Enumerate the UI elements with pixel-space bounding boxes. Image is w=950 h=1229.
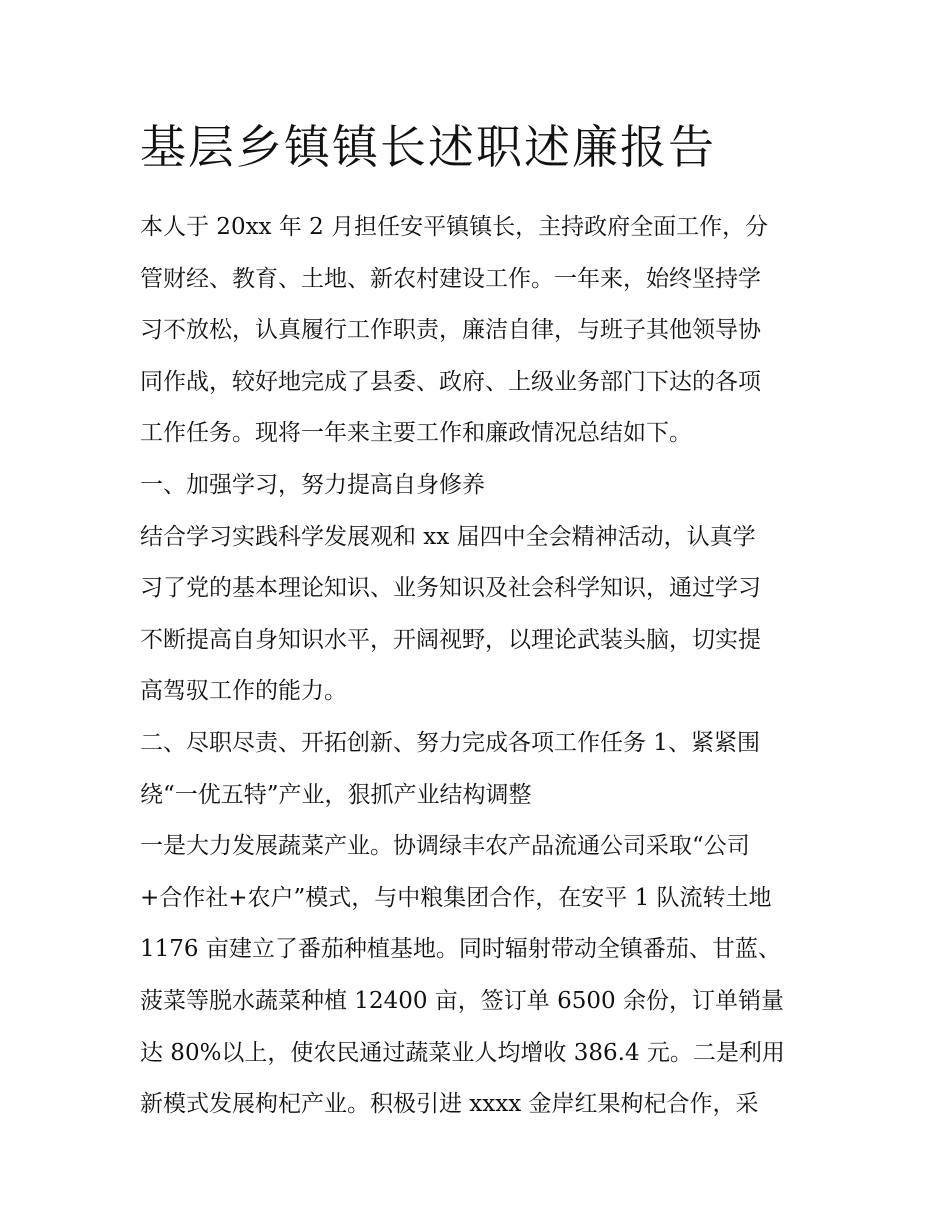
section-heading: 绕“一优五特”产业，狠抓产业结构调整 (140, 781, 532, 808)
text-line: 本人于 20xx 年 2 月担任安平镇镇长，主持政府全面工作，分 (140, 214, 769, 240)
text-line: 同作战，较好地完成了县委、政府、上级业务部门下达的各项 (140, 368, 761, 395)
text-line: 菠菜等脱水蔬菜种植 12400 亩，签订单 6500 余份，订单销量 (140, 987, 784, 1014)
text-line: +合作社+农户”模式，与中粮集团合作，在安平 1 队流转土地 (140, 884, 772, 911)
section-heading: 二、尽职尽责、开拓创新、努力完成各项工作任务 1、紧紧围 (140, 729, 760, 756)
text-line: 工作任务。现将一年来主要工作和廉政情况总结如下。 (140, 420, 692, 447)
text-line: 达 80%以上，使农民通过蔬菜业人均增收 386.4 元。二是利用 (140, 1039, 785, 1066)
text-line: 高驾驭工作的能力。 (140, 678, 347, 705)
text-line: 一是大力发展蔬菜产业。协调绿丰农产品流通公司采取“公司 (140, 833, 750, 860)
document-title: 基层乡镇镇长述职述廉报告 (140, 120, 716, 174)
section-heading: 一、加强学习，努力提高自身修养 (140, 471, 485, 498)
document-body (140, 116, 812, 1131)
text-line: 习不放松，认真履行工作职责，廉洁自律，与班子其他领导协 (140, 317, 761, 344)
text-line: 习了党的基本理论知识、业务知识及社会科学知识，通过学习 (140, 575, 761, 602)
text-line: 1176 亩建立了番茄种植基地。同时辐射带动全镇番茄、甘蓝、 (140, 936, 781, 963)
text-line: 结合学习实践科学发展观和 xx 届四中全会精神活动，认真学 (140, 523, 756, 550)
text-line: 管财经、教育、土地、新农村建设工作。一年来，始终坚持学 (140, 265, 761, 292)
text-line: 不断提高自身知识水平，开阔视野，以理论武装头脑，切实提 (140, 626, 761, 653)
text-line: 新模式发展枸杞产业。积极引进 xxxx 金岸红果枸杞合作，采 (140, 1091, 759, 1118)
